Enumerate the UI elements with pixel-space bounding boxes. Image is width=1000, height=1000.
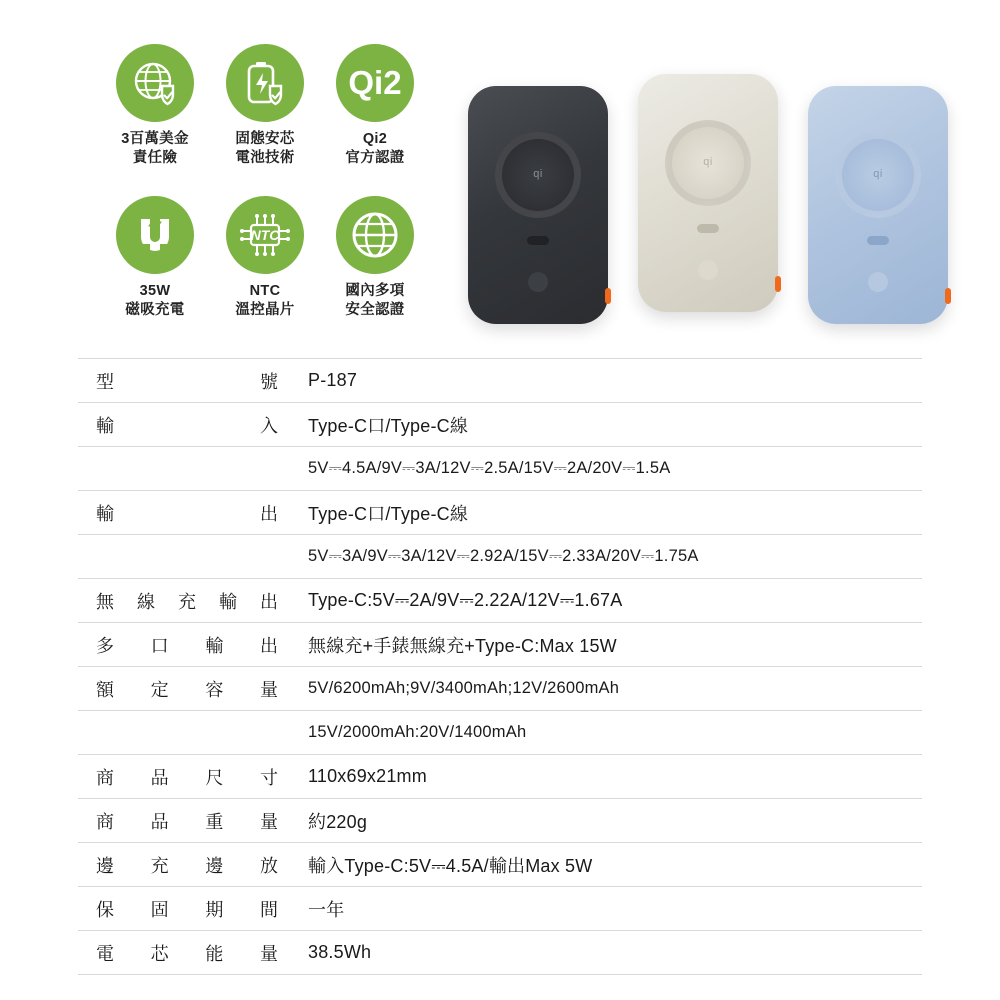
usb-c-port <box>697 224 719 233</box>
spec-value: 輸入Type-C:5V⎓4.5A/輸出Max 5W <box>308 855 593 876</box>
globe-shield-icon <box>116 44 194 122</box>
spec-label: 保 固 期 間 <box>96 899 278 920</box>
badge-insurance-caption: 3百萬美金 責任險 <box>121 131 189 166</box>
qi-logo-icon: qi <box>533 168 543 180</box>
badge-magnetic-charge <box>100 196 210 348</box>
spec-label: 無 線 充 輸 出 <box>96 591 278 612</box>
power-bank-blue <box>808 86 948 324</box>
feature-badges <box>100 44 430 348</box>
badge-certification <box>320 196 430 348</box>
badge-battery-tech-caption: 固態安芯 電池技術 <box>235 131 295 166</box>
magnet-charge-icon <box>116 196 194 274</box>
power-bank-beige <box>638 74 778 312</box>
table-row <box>78 799 922 843</box>
status-led <box>945 288 951 304</box>
badge-qi2-caption: Qi2 官方認證 <box>345 131 405 166</box>
spec-label: 商 品 尺 寸 <box>96 767 278 788</box>
product-images <box>452 62 992 342</box>
table-row <box>78 535 922 579</box>
spec-value: 38.5Wh <box>308 942 372 962</box>
table-row <box>78 887 922 931</box>
usb-c-port <box>867 236 889 245</box>
spec-value: 5V⎓3A/9V⎓3A/12V⎓2.92A/15V⎓2.33A/20V⎓1.75A <box>308 547 699 565</box>
svg-text:NTC: NTC <box>250 227 280 243</box>
table-row <box>78 491 922 535</box>
spec-value: 5V⎓4.5A/9V⎓3A/12V⎓2.5A/15V⎓2A/20V⎓1.5A <box>308 459 671 477</box>
badge-battery-tech <box>210 44 320 196</box>
table-row <box>78 403 922 447</box>
spec-label: 多 口 輸 出 <box>96 635 278 656</box>
badge-insurance <box>100 44 210 196</box>
battery-solid-state-icon <box>226 44 304 122</box>
spec-value: Type-C口/Type-C線 <box>308 503 469 524</box>
spec-label: 額 定 容 量 <box>96 679 278 700</box>
spec-label: 商 品 重 量 <box>96 811 278 832</box>
power-button <box>698 260 718 280</box>
spec-value: 5V/6200mAh;9V/3400mAh;12V/2600mAh <box>308 679 620 697</box>
ntc-chip-icon <box>226 196 304 274</box>
table-row <box>78 931 922 975</box>
badge-ntc <box>210 196 320 348</box>
spec-value: Type-C:5V⎓2A/9V⎓2.22A/12V⎓1.67A <box>308 590 623 610</box>
table-row <box>78 711 922 755</box>
spec-label: 型 號 <box>96 371 278 392</box>
qi2-icon <box>336 44 414 122</box>
table-row <box>78 755 922 799</box>
svg-text:Qi2: Qi2 <box>348 64 402 101</box>
table-row <box>78 359 922 403</box>
badge-qi2 <box>320 44 430 196</box>
power-button <box>528 272 548 292</box>
qi-logo-icon: qi <box>703 156 713 168</box>
badge-ntc-caption: NTC 溫控晶片 <box>235 283 295 318</box>
spec-table <box>78 358 922 975</box>
badge-magnetic-charge-caption: 35W 磁吸充電 <box>125 283 185 318</box>
spec-value: 一年 <box>308 899 345 920</box>
globe-certification-icon <box>336 196 414 274</box>
spec-label: 輸 入 <box>96 415 278 436</box>
qi-logo-icon: qi <box>873 168 883 180</box>
badge-certification-caption: 國內多項 安全認證 <box>345 283 405 318</box>
table-row <box>78 667 922 711</box>
spec-value: Type-C口/Type-C線 <box>308 415 469 436</box>
table-row <box>78 579 922 623</box>
power-button <box>868 272 888 292</box>
spec-value: 無線充+手錶無線充+Type-C:Max 15W <box>308 635 617 656</box>
table-row <box>78 447 922 491</box>
usb-c-port <box>527 236 549 245</box>
spec-label: 電 芯 能 量 <box>96 943 278 964</box>
spec-label: 邊 充 邊 放 <box>96 855 278 876</box>
status-led <box>605 288 611 304</box>
spec-value: 15V/2000mAh:20V/1400mAh <box>308 723 527 741</box>
spec-value: 110x69x21mm <box>308 766 427 786</box>
spec-label: 輸 出 <box>96 503 278 524</box>
spec-value: P-187 <box>308 370 358 390</box>
table-row <box>78 843 922 887</box>
table-row <box>78 623 922 667</box>
power-bank-black <box>468 86 608 324</box>
hero-section <box>0 0 1000 352</box>
spec-value: 約220g <box>308 811 368 832</box>
status-led <box>775 276 781 292</box>
